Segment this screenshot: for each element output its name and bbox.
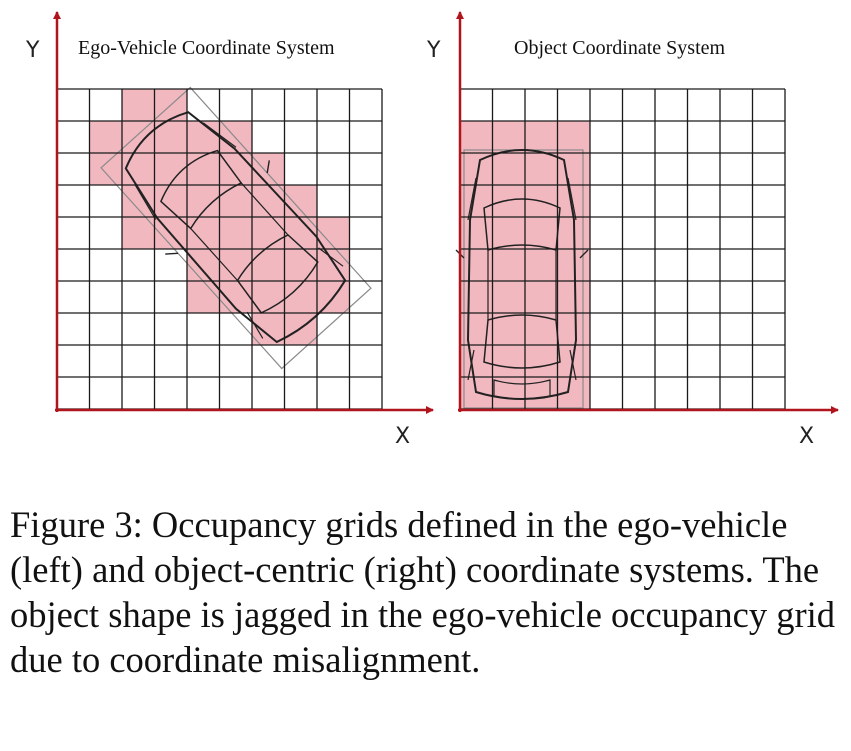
- ego-panel-title: Ego-Vehicle Coordinate System: [78, 37, 335, 59]
- ego-occupied-cell: [187, 217, 220, 249]
- ego-occupied-cell: [155, 185, 188, 217]
- ego-occupied-cell: [90, 153, 123, 185]
- object-occupied-cell: [525, 121, 558, 153]
- object-occupied-cell: [493, 185, 526, 217]
- object-occupied-cell: [558, 281, 591, 313]
- ego-occupied-cell: [122, 121, 155, 153]
- object-x-axis-label: X: [799, 424, 815, 449]
- object-panel: [426, 12, 838, 449]
- object-occupied-cell: [558, 121, 591, 153]
- ego-occupied-cell: [187, 281, 220, 313]
- ego-occupied-cell: [90, 121, 123, 153]
- ego-occupied-cell: [252, 249, 285, 281]
- ego-occupied-cell: [317, 249, 350, 281]
- ego-occupied-cell: [285, 249, 318, 281]
- ego-occupied-cell: [155, 153, 188, 185]
- object-y-axis-label: Y: [427, 38, 441, 63]
- object-panel-title: Object Coordinate System: [514, 37, 726, 59]
- figure-caption: Figure 3: Occupancy grids defined in the ego-vehicle (left) and object-centric (right) coordinate systems. The object shape is jagged in the ego-vehicle occupancy grid due to coordinate misalignment.: [10, 504, 835, 680]
- ego-y-axis-label: Y: [26, 38, 40, 63]
- object-occupied-cell: [525, 281, 558, 313]
- object-occupied-cell: [558, 153, 591, 185]
- ego-vehicle-panel: [25, 12, 433, 449]
- ego-occupied-cell: [252, 281, 285, 313]
- object-occupied-cell: [525, 313, 558, 345]
- object-occupied-cell: [525, 249, 558, 281]
- ego-occupied-cell: [187, 153, 220, 185]
- object-occupied-cell: [493, 153, 526, 185]
- object-occupied-cell: [460, 121, 493, 153]
- object-occupied-cell: [525, 217, 558, 249]
- object-occupied-cell: [493, 377, 526, 409]
- ego-x-axis-label: X: [395, 424, 411, 449]
- object-occupied-cell: [493, 217, 526, 249]
- ego-occupied-cell: [220, 217, 253, 249]
- ego-occupied-cell: [187, 249, 220, 281]
- ego-occupied-cell: [187, 121, 220, 153]
- object-occupied-cell: [493, 345, 526, 377]
- object-occupied-cell: [493, 281, 526, 313]
- object-occupied-cell: [525, 153, 558, 185]
- object-occupied-cell: [525, 345, 558, 377]
- object-occupied-cell: [460, 185, 493, 217]
- object-occupied-cell: [460, 345, 493, 377]
- ego-occupied-cell: [220, 249, 253, 281]
- ego-occupied-cell: [220, 153, 253, 185]
- ego-occupied-cell: [122, 89, 155, 121]
- ego-occupied-cell: [252, 217, 285, 249]
- object-occupied-cell: [558, 185, 591, 217]
- ego-occupied-cell: [285, 185, 318, 217]
- object-occupied-cell: [493, 121, 526, 153]
- object-occupied-cell: [493, 249, 526, 281]
- object-occupied-cell: [558, 313, 591, 345]
